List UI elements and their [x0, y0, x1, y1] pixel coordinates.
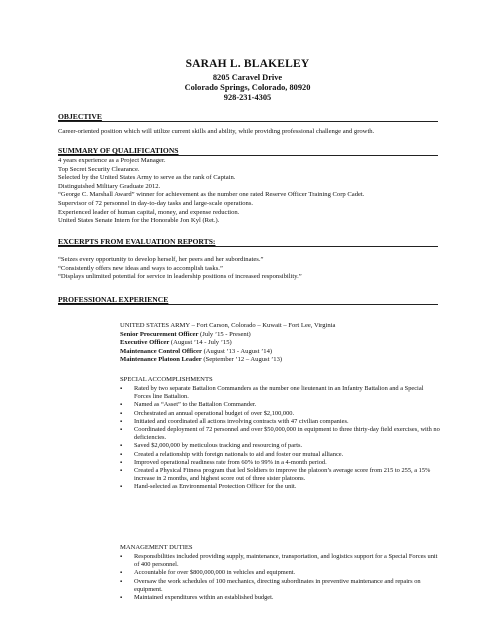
bullet-text: Rated by two separate Battalion Commanders as the number one lieutenant in an Infantry Battalion and a Special Forces line Battalion.	[134, 385, 424, 401]
bullet-text: Named as “Asset” to the Battalion Commander.	[134, 401, 257, 409]
qualification-item: Top Secret Security Clearance.	[58, 165, 140, 173]
experience-block	[120, 322, 440, 365]
bullet-text: Oversaw the work schedules of 100 mechanics, directing subordinates in preventive maintenance and repairs on equipment.	[134, 577, 421, 593]
experience-heading: PROFESSIONAL EXPERIENCE	[58, 295, 438, 305]
role-line	[120, 348, 440, 357]
role-dates: (September ’12 – August ’13)	[203, 356, 283, 364]
role-title: Senior Procurement Officer	[120, 330, 199, 338]
excerpt-item: “Consistently offers new ideas and ways to accomplish tasks.”	[58, 264, 223, 272]
qualification-item: Experienced leader of human capital, money, and expense reduction.	[58, 208, 240, 216]
bullet-item	[120, 483, 440, 491]
role-dates: (July ’15 - Present)	[200, 330, 251, 338]
phone-number: 928-231-4305	[223, 93, 272, 102]
qualification-item: United States Senate Intern for the Honorable Jon Kyl (Ret.).	[58, 217, 220, 225]
bullet-item	[120, 569, 440, 577]
bullet-icon: ▪	[120, 427, 123, 434]
bullet-item	[120, 594, 440, 602]
excerpt-item: “Seizes every opportunity to develop herself, her peers and her subordinates.”	[58, 256, 264, 263]
bullet-text: Maintained expenditures within an established budget.	[134, 594, 274, 602]
bullet-text: Saved $2,000,000 by meticulous tracking and resourcing of parts.	[134, 442, 303, 450]
bullet-icon: ▪	[120, 595, 123, 602]
role-dates: (August ’13 - August ’14)	[203, 347, 273, 355]
bullet-icon: ▪	[120, 443, 123, 450]
role-dates: (August ’14 - July ’15)	[170, 339, 232, 347]
qualification-item: Selected by the United States Army to serve as the rank of Captain.	[58, 174, 236, 182]
bullet-item	[120, 459, 440, 467]
bullet-icon: ▪	[120, 578, 123, 585]
role-line	[120, 356, 440, 365]
bullet-icon: ▪	[120, 410, 123, 417]
address-city: Colorado Springs, Colorado, 80920	[184, 83, 311, 92]
bullet-item	[120, 578, 440, 594]
objective-heading: OBJECTIVE	[58, 112, 438, 122]
bullet-item	[120, 451, 440, 459]
bullet-item	[120, 467, 440, 483]
bullet-item	[120, 385, 440, 401]
bullet-item	[120, 553, 440, 569]
excerpts-list	[58, 256, 440, 282]
bullet-text: Created a relationship with foreign nationals to aid and foster our mutual alliance.	[134, 450, 344, 458]
address-street: 8205 Caravel Drive	[212, 73, 283, 82]
bullet-text: Created a Physical Fitness program that led Soldiers to improve the platoon’s average score from 215 to 255, a 15% increase in 2 months, and highest score out of three sister platoons.	[134, 467, 431, 483]
bullet-text: Improved operational readiness rate from 60% to 99% in a 4-month period.	[134, 458, 327, 466]
objective-text: Career-oriented position which will utilize current skills and ability, while providing professional challenge and growth.	[58, 128, 375, 135]
bullet-icon: ▪	[120, 386, 123, 392]
bullet-text: Accountable for over $800,000,000 in vehicles and equipment.	[134, 569, 296, 577]
bullet-icon: ▪	[120, 451, 123, 458]
excerpts-heading: EXCERPTS FROM EVALUATION REPORTS:	[58, 237, 438, 247]
bullet-icon: ▪	[120, 402, 123, 409]
bullet-item	[120, 418, 440, 426]
role-line	[120, 339, 440, 348]
candidate-name: SARAH L. BLAKELEY	[185, 58, 310, 70]
bullet-text: Initiated and coordinated all actions involving contracts with 47 civilian companies.	[134, 417, 349, 425]
bullet-item	[120, 410, 440, 418]
qualifications-list	[58, 157, 440, 226]
bullet-icon: ▪	[120, 418, 123, 425]
bullet-item	[120, 401, 440, 409]
role-title: Maintenance Control Officer	[120, 347, 202, 355]
role-title: Executive Officer	[120, 339, 170, 347]
bullet-icon: ▪	[120, 468, 123, 475]
excerpt-item: “Displays unlimited potential for service in leadership positions of increased responsibility.”	[58, 273, 302, 281]
employer-line: UNITED STATES ARMY – Fort Carson, Colorado – Kuwait – Fort Lee, Virginia	[120, 322, 336, 329]
duties-list	[120, 553, 440, 602]
bullet-item	[120, 442, 440, 450]
role-line	[120, 331, 440, 340]
accomplishments-list	[120, 385, 440, 492]
duties-heading: MANAGEMENT DUTIES	[120, 544, 193, 551]
bullet-text: Coordinated deployment of 72 personnel and over $50,000,000 in equipment to three thirty-day field exercises, with no deficiencies.	[134, 426, 440, 442]
bullet-item	[120, 426, 440, 442]
bullet-text: Hand-selected as Environmental Protection Officer for the unit.	[134, 483, 297, 491]
bullet-text: Orchestrated an annual operational budget of over $2,100,000.	[134, 409, 295, 417]
bullet-icon: ▪	[120, 484, 123, 491]
qualification-item: Supervisor of 72 personnel in day-to-day tasks and large-scale operations.	[58, 199, 254, 207]
bullet-icon: ▪	[120, 459, 123, 466]
bullet-icon: ▪	[120, 570, 123, 577]
accomplishments-heading: SPECIAL ACCOMPLISHMENTS	[120, 376, 213, 383]
qualification-item: 4 years experience as a Project Manager.	[58, 157, 166, 164]
qualification-item: “George C. Marshall Award” winner for achievement as the number one rated Reserve Officer Training Corp Cadet.	[58, 191, 365, 199]
bullet-icon: ▪	[120, 554, 123, 560]
qualifications-heading: SUMMARY OF QUALIFICATIONS	[58, 146, 438, 156]
bullet-text: Responsibilities included providing supply, maintenance, transportation, and logistics support for a Special Forces unit of 400 personnel.	[134, 553, 438, 569]
qualification-item: Distinguished Military Graduate 2012.	[58, 182, 161, 190]
role-title: Maintenance Platoon Leader	[120, 356, 202, 364]
